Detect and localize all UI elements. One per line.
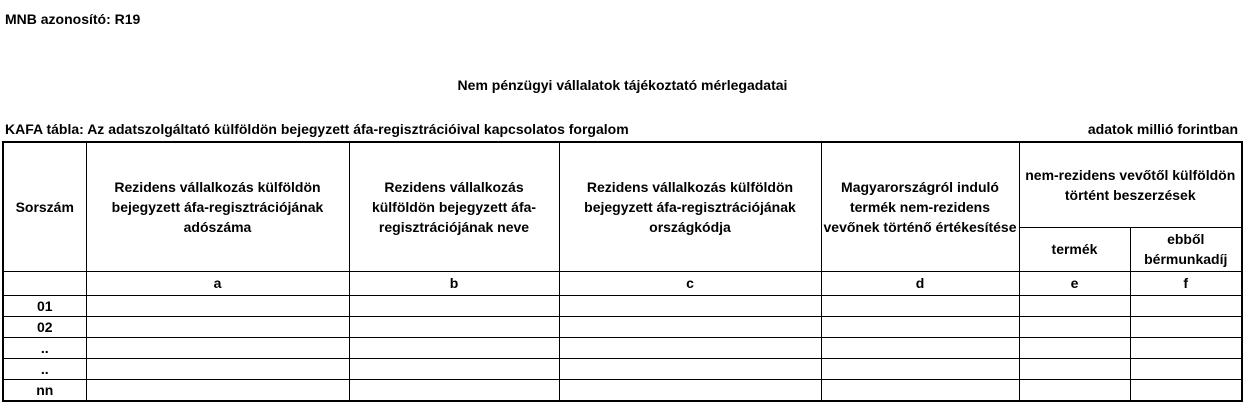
cell-a[interactable] (86, 358, 349, 379)
letter-f: f (1130, 271, 1242, 295)
cell-e[interactable] (1019, 316, 1130, 337)
cell-d[interactable] (821, 337, 1019, 358)
letter-c: c (559, 271, 821, 295)
letter-a: a (86, 271, 349, 295)
letter-blank (3, 271, 86, 295)
unit-note: adatok millió forintban (1087, 121, 1238, 137)
cell-c[interactable] (559, 358, 821, 379)
cell-e[interactable] (1019, 295, 1130, 316)
cell-f[interactable] (1130, 358, 1242, 379)
cell-c[interactable] (559, 337, 821, 358)
header-col-b: Rezidens vállalkozás külföldön bejegyzett áfa-regisztrációjának neve (349, 142, 559, 271)
cell-b[interactable] (349, 316, 559, 337)
cell-b[interactable] (349, 358, 559, 379)
cell-f[interactable] (1130, 337, 1242, 358)
table-row (3, 379, 1242, 401)
table-row (3, 316, 1242, 337)
cell-f[interactable] (1130, 379, 1242, 401)
cell-b[interactable] (349, 295, 559, 316)
row-number: nn (3, 379, 86, 401)
row-number: 01 (3, 295, 86, 316)
cell-f[interactable] (1130, 295, 1242, 316)
header-col-d: Magyarországról induló termék nem-rezidens vevőnek történő értékesítése (821, 142, 1019, 271)
cell-c[interactable] (559, 295, 821, 316)
table-row (3, 358, 1242, 379)
cell-e[interactable] (1019, 358, 1130, 379)
mnb-identifier: MNB azonosító: R19 (5, 11, 141, 27)
table-row (3, 295, 1242, 316)
cell-d[interactable] (821, 379, 1019, 401)
cell-d[interactable] (821, 295, 1019, 316)
cell-b[interactable] (349, 337, 559, 358)
row-number: .. (3, 358, 86, 379)
header-col-c: Rezidens vállalkozás külföldön bejegyzett áfa-regisztrációjának országkódja (559, 142, 821, 271)
letter-e: e (1019, 271, 1130, 295)
header-col-e: termék (1019, 227, 1130, 271)
cell-b[interactable] (349, 379, 559, 401)
letter-d: d (821, 271, 1019, 295)
header-col-f: ebből bérmunkadíj (1130, 227, 1242, 271)
kafa-table (2, 141, 1243, 402)
cell-a[interactable] (86, 316, 349, 337)
cell-a[interactable] (86, 337, 349, 358)
table-caption: KAFA tábla: Az adatszolgáltató külföldön bejegyzett áfa-regisztrációival kapcsolatos forgalom (5, 121, 629, 137)
cell-d[interactable] (821, 316, 1019, 337)
table-row (3, 337, 1242, 358)
cell-c[interactable] (559, 316, 821, 337)
cell-a[interactable] (86, 295, 349, 316)
header-col-ef-group: nem-rezidens vevőtől külföldön történt beszerzések (1019, 142, 1242, 227)
cell-d[interactable] (821, 358, 1019, 379)
row-number: .. (3, 337, 86, 358)
page-title: Nem pénzügyi vállalatok tájékoztató mérlegadatai (457, 77, 788, 93)
cell-e[interactable] (1019, 379, 1130, 401)
header-col-a: Rezidens vállalkozás külföldön bejegyzett áfa-regisztrációjának adószáma (86, 142, 349, 271)
cell-a[interactable] (86, 379, 349, 401)
letter-b: b (349, 271, 559, 295)
cell-c[interactable] (559, 379, 821, 401)
cell-f[interactable] (1130, 316, 1242, 337)
cell-e[interactable] (1019, 337, 1130, 358)
row-number: 02 (3, 316, 86, 337)
header-sorszam: Sorszám (3, 142, 86, 271)
